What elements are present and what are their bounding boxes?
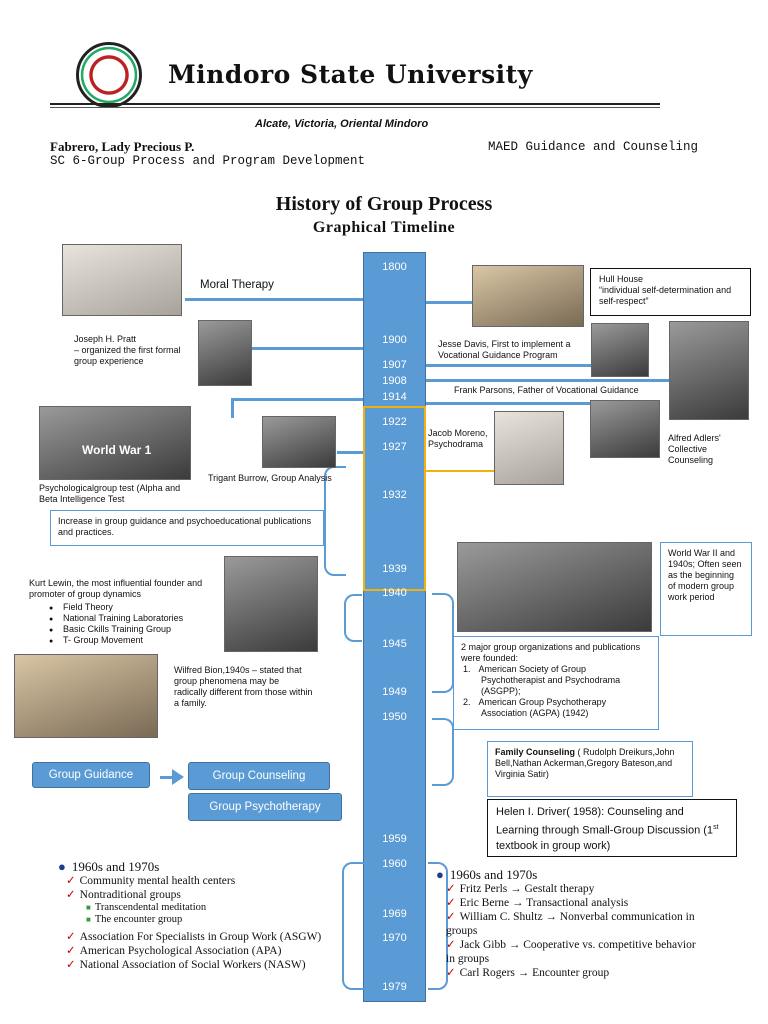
list-item: ✓ American Psychological Association (APA) — [66, 945, 282, 957]
parsons-photo — [669, 321, 749, 420]
list-subitem-text: The encounter group — [94, 914, 183, 925]
burrow-text: Trigant Burrow, Group Analysis — [208, 473, 332, 483]
list-item: ✓ Carl Rogers → Encounter group — [446, 967, 610, 979]
orgs-item-text: American Society of Group Psychotherapist and Psychodrama (ASGPP); — [478, 664, 621, 696]
brace-lewin — [344, 594, 362, 642]
pratt-photo — [198, 320, 252, 386]
wwii-image — [457, 542, 652, 632]
year-label: 1907 — [382, 359, 407, 371]
header-rule — [50, 103, 660, 105]
year-label: 1960 — [382, 858, 407, 870]
list-subitem: ■ The encounter group — [86, 914, 183, 925]
orgs-item-text: American Group Psychotherapy Association (AGPA) (1942) — [478, 697, 607, 718]
list-item: ✓ Community mental health centers — [66, 875, 236, 887]
davis-text: Jesse Davis, First to implement a Vocational Guidance Program — [438, 339, 571, 360]
year-label: 1939 — [382, 563, 407, 575]
parsons-text: Frank Parsons, Father of Vocational Guidance — [454, 385, 639, 395]
connector-burrow — [337, 451, 363, 454]
connector-wwi-drop — [231, 398, 234, 418]
brace-1940s — [432, 593, 454, 693]
group-psychotherapy-pill: Group Psychotherapy — [188, 793, 342, 821]
driver-tail: textbook in group work) — [496, 839, 611, 852]
year-label: 1922 — [382, 416, 407, 428]
author-name: Fabrero, Lady Precious P. — [50, 139, 195, 154]
list-item-text: Community mental health centers — [79, 875, 236, 887]
list-item-text: Nontraditional groups — [79, 889, 181, 901]
list-item: ✓ William C. Shultz → Nonverbal communication in groups — [446, 911, 695, 937]
moral-therapy-image — [62, 244, 182, 316]
list-subitem-text: Transcendental meditation — [94, 902, 207, 913]
orgs-item-2: 2. American Group Psychotherapy Association (AGPA) (1942) — [463, 697, 607, 718]
lewin-list — [47, 602, 219, 646]
family-counseling-box — [487, 741, 693, 797]
list-item: ● Field Theory — [47, 602, 219, 613]
left-60s-heading-row: ● 1960s and 1970s — [58, 859, 160, 874]
hull-house-image — [472, 265, 584, 327]
driver-box — [487, 799, 737, 857]
orgs-item-1: 1. American Society of Group Psychotherapist and Psychodrama (ASGPP); — [463, 664, 621, 696]
year-label: 1945 — [382, 638, 407, 650]
year-label: 1979 — [382, 981, 407, 993]
orgs-box — [453, 636, 659, 730]
list-item-text: Eric Berne → Transactional analysis — [459, 897, 629, 909]
list-item-text: American Psychological Association (APA) — [79, 945, 282, 957]
university-seal — [76, 42, 142, 108]
driver-sup: st — [713, 824, 719, 831]
connector-pratt — [252, 347, 363, 350]
moral-therapy-label: Moral Therapy — [200, 279, 274, 291]
page-subtitle: Graphical Timeline — [312, 219, 456, 236]
hull-house-title: Hull House — [599, 274, 644, 284]
family-title: Family Counseling — [495, 747, 576, 757]
wwii-box — [660, 542, 752, 636]
list-item: ✓ Association For Specialists in Group Work (ASGW) — [66, 931, 322, 943]
wwi-label: World War 1 — [82, 443, 152, 457]
list-item: ✓ Eric Berne → Transactional analysis — [446, 897, 629, 909]
bion-text: Wilfred Bion,1940s – stated that group phenomena may be radically different from those within a family. — [174, 665, 313, 708]
adler-photo — [590, 400, 660, 458]
university-name: Mindoro State University — [168, 60, 533, 89]
increase-text: Increase in group guidance and psychoeducational publications and practices. — [58, 516, 312, 537]
list-item-text: William C. Shultz → Nonverbal communication in groups — [446, 911, 695, 937]
family-desc: ( Rudolph Dreikurs,John Bell,Nathan Ackerman,Gregory Bateson,and Virginia Satir) — [495, 747, 675, 779]
group-counseling-pill: Group Counseling — [188, 762, 330, 790]
year-label: 1908 — [382, 375, 407, 387]
brace-1950s — [432, 718, 454, 786]
pratt-name: Joseph H. Pratt — [74, 334, 137, 344]
list-item: ✓ Jack Gibb → Cooperative vs. competitive behavior in groups — [446, 939, 696, 965]
lewin-intro: Kurt Lewin, the most influential founder and promoter of group dynamics — [29, 578, 203, 599]
page-title: History of Group Process — [275, 193, 493, 215]
list-item: ● National Training Laboratories — [47, 613, 219, 624]
increase-box — [50, 510, 324, 546]
year-label: 1900 — [382, 334, 407, 346]
left-60s-block — [58, 860, 348, 972]
moreno-photo — [494, 411, 564, 485]
connector-adler — [426, 402, 592, 405]
hull-house-box — [590, 268, 751, 316]
pratt-text — [74, 334, 194, 367]
connector-davis — [426, 364, 596, 367]
program-name: MAED Guidance and Counseling — [488, 140, 699, 154]
year-label: 1914 — [382, 391, 407, 403]
psych-test-text: Psychologicalgroup test (Alpha and Beta Intelligence Test — [39, 483, 181, 504]
list-subitem: ■ Transcendental meditation — [86, 902, 207, 913]
year-label: 1932 — [382, 489, 407, 501]
pratt-desc: – organized the first formal group experience — [74, 345, 181, 366]
adler-text: Alfred Adlers' Collective Counseling — [668, 433, 721, 465]
right-60s-heading: 1960s and 1970s — [449, 867, 538, 882]
year-label: 1949 — [382, 686, 407, 698]
connector-wwi — [231, 398, 363, 401]
list-item-text: Association For Specialists in Group Work (ASGW) — [79, 931, 322, 943]
moreno-text: Jacob Moreno, Psychodrama — [428, 428, 488, 449]
year-label: 1800 — [382, 261, 407, 273]
lewin-photo — [224, 556, 318, 652]
bion-image — [14, 654, 158, 738]
year-label: 1970 — [382, 932, 407, 944]
year-label: 1969 — [382, 908, 407, 920]
orgs-intro: 2 major group organizations and publications were founded: — [461, 642, 641, 663]
connector-moreno — [426, 470, 494, 472]
list-item-text: Fritz Perls → Gestalt therapy — [459, 883, 595, 895]
year-label: 1940 — [382, 587, 407, 599]
list-item-text: National Association of Social Workers (NASW) — [79, 959, 306, 971]
right-60s-block — [436, 868, 698, 980]
connector-hull-house — [426, 301, 472, 304]
course-subject: SC 6-Group Process and Program Development — [50, 154, 366, 168]
driver-text: Helen I. Driver( 1958): Counseling and Learning through Small-Group Discussion (1 — [496, 806, 714, 837]
flow-arrow-icon — [172, 769, 184, 785]
left-60s-heading: 1960s and 1970s — [71, 859, 160, 874]
davis-photo — [591, 323, 649, 377]
header-rule-thin — [50, 107, 660, 108]
wwii-text: World War II and 1940s; Often seen as the beginning of modern group work period — [668, 548, 742, 602]
burrow-photo — [262, 416, 336, 468]
address: Alcate, Victoria, Oriental Mindoro — [255, 118, 429, 130]
connector-moral-therapy — [185, 298, 363, 301]
group-guidance-pill: Group Guidance — [32, 762, 150, 788]
list-item: ● Basic Ckills Training Group — [47, 624, 219, 635]
connector-parsons — [426, 379, 670, 382]
list-item-text: Jack Gibb → Cooperative vs. competitive behavior in groups — [446, 939, 696, 965]
list-item-text: Carl Rogers → Encounter group — [459, 967, 610, 979]
right-60s-heading-row: ● 1960s and 1970s — [436, 867, 538, 882]
year-label: 1927 — [382, 441, 407, 453]
list-item: ● T- Group Movement — [47, 635, 219, 646]
lewin-block — [29, 578, 219, 646]
hull-house-quote: “individual self-determination and self-respect” — [599, 285, 732, 306]
year-label: 1959 — [382, 833, 407, 845]
list-item: ✓ National Association of Social Workers (NASW) — [66, 959, 306, 971]
year-label: 1950 — [382, 711, 407, 723]
list-item: ✓ Fritz Perls → Gestalt therapy — [446, 883, 595, 895]
list-item: ✓ Nontraditional groups — [66, 889, 181, 901]
